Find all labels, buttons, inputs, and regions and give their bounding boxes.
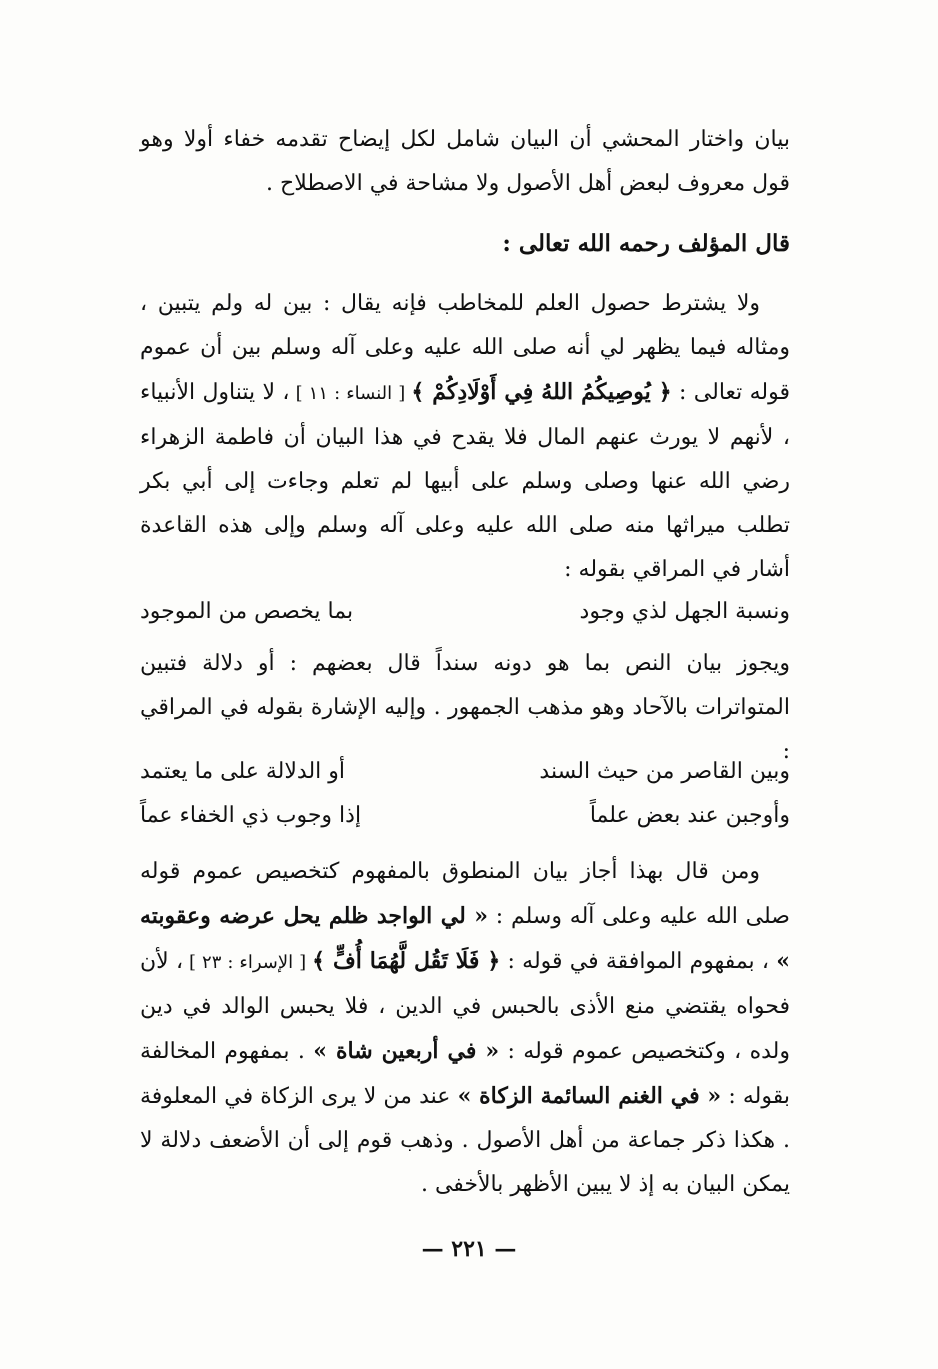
- paragraph-condition: [140, 282, 790, 592]
- verse-1-first-hemistich: ونسبة الجهل لذي وجود: [579, 599, 790, 624]
- quran-quote-isra: ﴿ فَلَا تَقُل لَّهُمَا أُفٍّ ﴾: [312, 948, 501, 974]
- paragraph-mafhum-part3: ، لأن فحواه يقتضي منع الأذى بالحبس في الدين ، فلا يحبس الوالد في دين ولده ، وكتخصيص عموم قوله :: [140, 949, 791, 1064]
- poetry-verse-2: [140, 750, 790, 794]
- paragraph-lesser-evidence-text: ويجوز بيان النص بما هو دونه سنداً قال بعضهم : أو دلالة فتبين المتواترات بالآحاد وهو مذهب الجمهور . وإليه الإشارة بقوله في المراقي :: [140, 651, 790, 764]
- paragraph-condition-part1: ولا يشترط حصول العلم للمخاطب فإنه يقال : بين له ولم يتبين ، ومثاله فيما يظهر لي أنه صلى الله عليه وعلى آله وسلم بين أن عموم قوله تعالى :: [140, 291, 790, 405]
- page-number: — ٢٢١ —: [421, 1236, 517, 1262]
- paragraph-mafhum-part4: . بمفهوم المخالفة بقوله :: [140, 1039, 791, 1109]
- verse-2-first-hemistich: وبين القاصر من حيث السند: [539, 759, 790, 784]
- paragraph-condition-part2: ، لا يتناول الأنبياء ، لأنهم لا يورث عنهم المال فلا يقدح في هذا البيان أن فاطمة الزهراء رضي الله عنها وصلى وسلم على أبيها لم تعلم وجاءت إلى أبي بكر تطلب ميراثها منه صلى الله عليه وعلى آله وسلم وإلى هذه القاعدة أشار في المراقي بقوله :: [140, 380, 790, 582]
- poetry-verse-1: [140, 590, 790, 634]
- verse-1-second-hemistich: بما يخصص من الموجود: [140, 599, 354, 624]
- paragraph-mafhum-part5: عند من لا يرى الزكاة في المعلوفة . هكذا ذكر جماعة من أهل الأصول . وذهب قوم إلى أن الأضعف دلالة لا يمكن البيان به إذ لا يبين الأظهر بالأخفى .: [140, 1084, 790, 1197]
- section-heading: [140, 222, 790, 266]
- hadith-quote-saima: « في الغنم السائمة الزكاة »: [457, 1083, 722, 1109]
- section-heading-text: قال المؤلف رحمه الله تعالى :: [502, 230, 790, 257]
- verse-3-second-hemistich: إذا وجوب ذي الخفاء عماً: [140, 803, 362, 828]
- paragraph-mafhum-part2: ، بمفهوم الموافقة في قوله :: [500, 949, 777, 974]
- verse-3-first-hemistich: وأوجبن عند بعض علماً: [589, 803, 790, 828]
- hadith-quote-wajid: « لي الواجد ظلم يحل عرضه وعقوبته »: [140, 903, 791, 974]
- poetry-verse-3: [140, 794, 790, 838]
- quran-reference-isra: [ الإسراء : ٢٣ ]: [183, 952, 313, 973]
- hadith-quote-arbain: « في أربعين شاة »: [313, 1038, 500, 1064]
- paragraph-mafhum-part1: ومن قال بهذا أجاز بيان المنطوق بالمفهوم كتخصيص عموم قوله صلى الله عليه وعلى آله وسلم :: [140, 859, 790, 929]
- paragraph-intro: [140, 118, 790, 206]
- paragraph-mafhum: [140, 850, 790, 1207]
- paragraph-intro-text: بيان واختار المحشي أن البيان شامل لكل إيضاح تقدمه خفاء أولا وهو قول معروف لبعض أهل الأصول ولا مشاحة في الاصطلاح .: [140, 127, 790, 196]
- verse-2-second-hemistich: أو الدلالة على ما يعتمد: [140, 759, 345, 784]
- quran-quote-nisa: ﴿ يُوصِيكُمُ اللهُ فِي أَوْلَادِكُمْ ﴾: [411, 379, 672, 405]
- quran-reference-nisa: [ النساء : ١١ ]: [289, 383, 412, 404]
